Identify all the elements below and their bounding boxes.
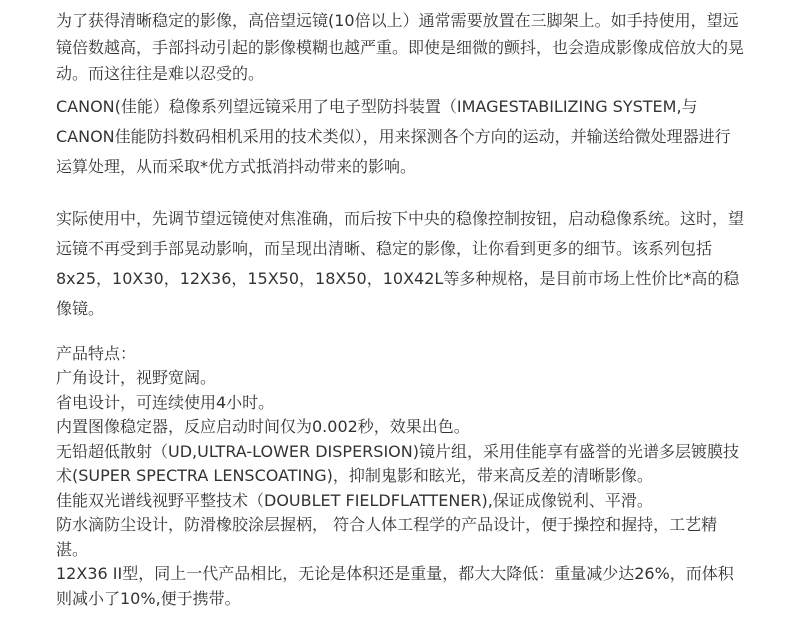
feature-item: 内置图像稳定器，反应启动时间仅为0.002秒，效果出色。	[56, 417, 470, 436]
features-section	[56, 342, 746, 612]
feature-item: 省电设计，可连续使用4小时。	[56, 392, 275, 412]
feature-item: 12X36 II型，同上一代产品相比，无论是体积还是重量，都大大降低：重量减少达26%，而体积则减小了10%,便于携带。	[56, 564, 734, 608]
article-body	[56, 8, 746, 611]
features-heading: 产品特点：	[56, 343, 137, 363]
feature-item: 防水滴防尘设计，防滑橡胶涂层握柄， 符合人体工程学的产品设计，便于操控和握持，工艺精湛。	[56, 515, 718, 559]
stabilizer-paragraph: CANON(佳能）稳像系列望远镜采用了电子型防抖装置（IMAGESTABILIZING SYSTEM,与CANON佳能防抖数码相机采用的技术类似），用来探测各个方向的运动，并输送给微处理器进行运算处理，从而采取*优方式抵消抖动带来的影响。	[56, 96, 731, 176]
feature-item: 广角设计，视野宽阔。	[56, 368, 217, 387]
feature-item: 佳能双光谱线视野平整技术（DOUBLET FIELDFLATTENER),保证成像锐利、平滑。	[56, 490, 653, 510]
intro-paragraph: 为了获得清晰稳定的影像，高倍望远镜(10倍以上）通常需要放置在三脚架上。如手持使用，望远镜倍数越高，手部抖动引起的影像模糊也越严重。即使是细微的颤抖，也会造成影像成倍放大的晃动。而这往往是难以忍受的。	[56, 11, 745, 83]
usage-paragraph: 实际使用中，先调节望远镜使对焦准确，而后按下中央的稳像控制按钮，启动稳像系统。这时，望远镜不再受到手部晃动影响，而呈现出清晰、稳定的影像，让你看到更多的细节。该系列包括8x25，10X30，12X36，15X50，18X50，10X42L等多种规格，是目前市场上性价比*高的稳像镜。	[56, 208, 745, 318]
feature-item: 无铅超低散射（UD,ULTRA-LOWER DISPERSION)镜片组，采用佳能享有盛誉的光谱多层镀膜技术(SUPER SPECTRA LENSCOATING)，抑制鬼影和眩光，带来高反差的清晰影像。	[56, 441, 739, 485]
